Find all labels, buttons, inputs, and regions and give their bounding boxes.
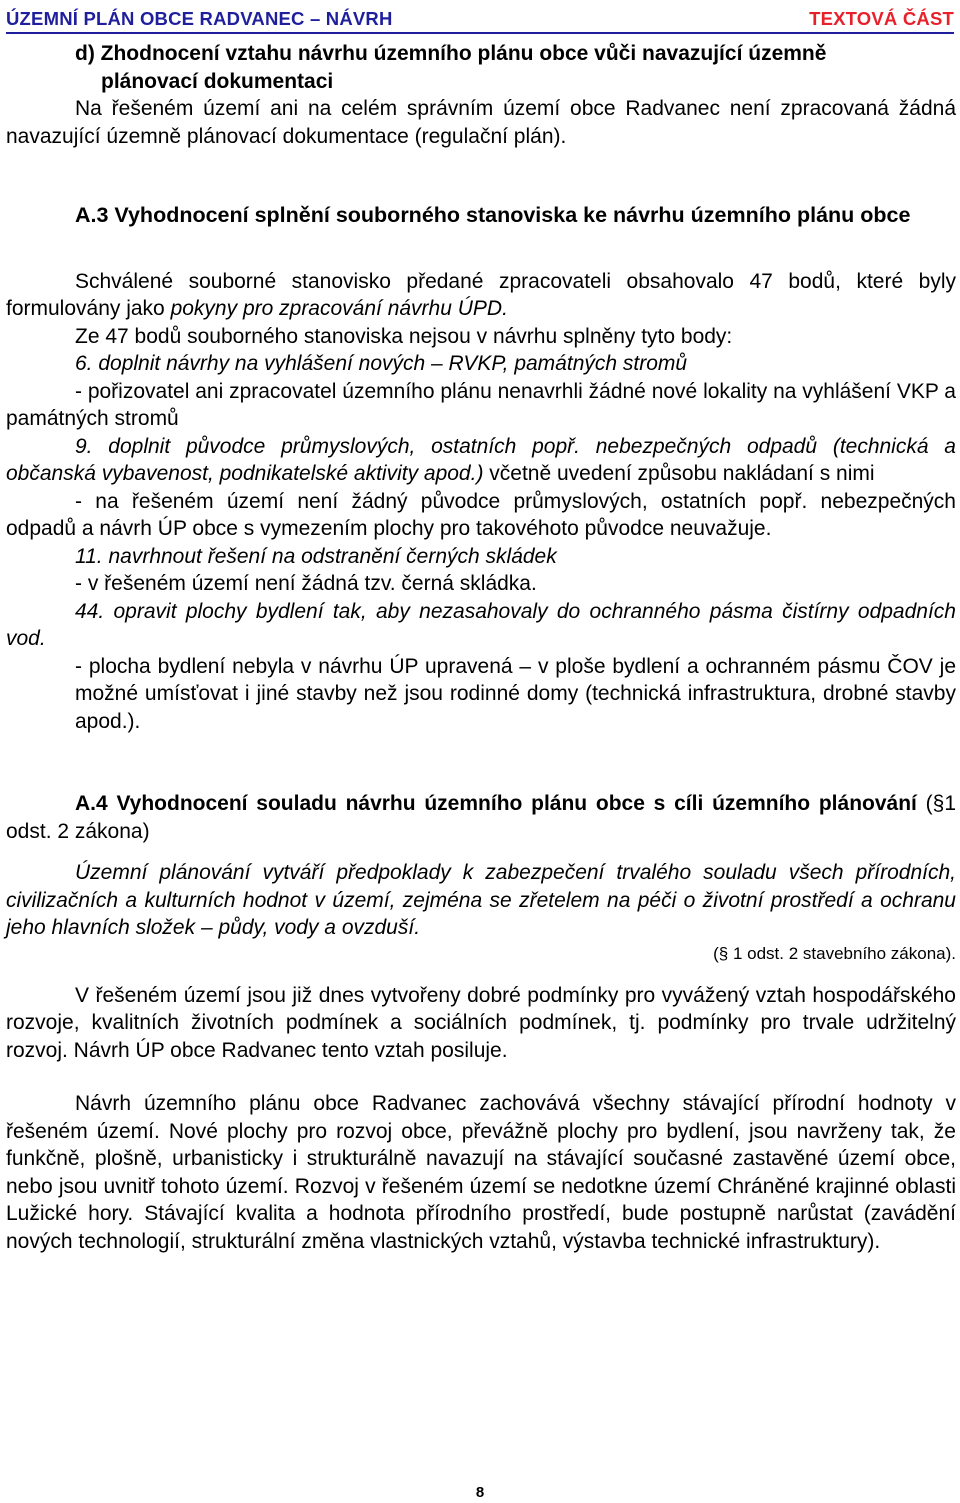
section-a3-intro: Schválené souborné stanovisko předané zpracovateli obsahovalo 47 bodů, které byly formulovány jako pokyny pro zpracování návrhu ÚPD. bbox=[6, 269, 956, 320]
item-6-title: 6. doplnit návrhy na vyhlášení nových – RVKP, památných stromů bbox=[75, 352, 688, 375]
item-44-answer: - plocha bydlení nebyla v návrhu ÚP upravená – v ploše bydlení a ochranném pásmu ČOV je možné umísťovat i jiné stavby než jsou rodinné domy (technická infrastruktura, drobné stavby apod.). bbox=[75, 654, 956, 733]
page-number: 8 bbox=[475, 1484, 485, 1501]
section-a3-unmet-points: Ze 47 bodů souborného stanoviska nejsou v návrhu splněny tyto body: bbox=[75, 324, 733, 348]
law-quote: Územní plánování vytváří předpoklady k zabezpečení trvalého souladu všech přírodních, civilizačních a kulturních hodnot v území, zejména se zřetelem na péči o životní prostředí a ochranu jeho hlavních složek – půdy, vody a ovzduší. bbox=[6, 861, 956, 939]
item-11-answer: - v řešeném území není žádná tzv. černá skládka. bbox=[75, 572, 537, 595]
page-header bbox=[6, 6, 954, 34]
document-section-label: TEXTOVÁ ČÁST bbox=[809, 8, 954, 29]
item-11-title: 11. navrhnout řešení na odstranění černých skládek bbox=[75, 544, 557, 568]
section-d-title-cont: plánovací dokumentaci bbox=[101, 69, 334, 93]
document-title: ÚZEMNÍ PLÁN OBCE RADVANEC – NÁVRH bbox=[6, 8, 393, 29]
paragraph-balanced-relationship: V řešeném území jsou již dnes vytvořeny dobré podmínky pro vyvážený vztah hospodářského rozvoje, kvalitních životních podmínek a sociálních podmínek, tj. podmínky pro trvale udržitelný rozvoj. Návrh ÚP obce Radvanec tento vztah posiluje. bbox=[6, 983, 956, 1062]
section-a3-heading: A.3 Vyhodnocení splnění souborného stanoviska ke návrhu územního plánu obce bbox=[75, 203, 911, 227]
paragraph-natural-values: Návrh územního plánu obce Radvanec zachovává všechny stávající přírodní hodnoty v řešeném území. Nové plochy pro rozvoj obce, převážně plochy pro bydlení, jsou navrženy tak, že funkčně, plošně, urbanisticky i strukturálně navazují na stávající současné zastavěné území obce, nebo jsou uvnitř tohoto území. Rozvoj v řešeném území se nedotkne území Chráněné krajinné oblasti Lužické hory. Stávající kvalita a hodnota přírodního prostředí, bude postupně narůstat (zavádění nových technologií, strukturální změna vlastnických vztahů, výstavba technické infrastruktury). bbox=[6, 1092, 956, 1253]
item-44-title: 44. opravit plochy bydlení tak, aby nezasahovaly do ochranného pásma čistírny odpadních vod. bbox=[6, 599, 956, 650]
section-a4-heading: A.4 Vyhodnocení souladu návrhu územního plánu obce s cíli územního plánování (§1 odst. 2 zákona) bbox=[6, 792, 956, 843]
section-d-body: Na řešeném území ani na celém správním území obce Radvanec není zpracovaná žádná navazující územně plánovací dokumentace (regulační plán). bbox=[6, 97, 956, 148]
page-content bbox=[6, 40, 956, 1255]
item-6-answer: - pořizovatel ani zpracovatel územního plánu nenavrhli žádné nové lokality na vyhlášení VKP a památných stromů bbox=[6, 379, 956, 430]
law-quote-reference: (§ 1 odst. 2 stavebního zákona). bbox=[713, 943, 956, 963]
item-9-answer: - na řešeném území není žádný původce průmyslových, ostatních popř. nebezpečných odpadů a návrh ÚP obce s vymezením plochy pro takovéhoto původce neuvažuje. bbox=[6, 489, 956, 540]
item-9-title: 9. doplnit původce průmyslových, ostatních popř. nebezpečných odpadů (technická a občanská vybavenost, podnikatelské aktivity apod.) včetně uvedení způsobu nakládaní s nimi bbox=[6, 434, 956, 485]
section-d-title: d) Zhodnocení vztahu návrhu územního plánu obce vůči navazující územně bbox=[75, 42, 827, 65]
